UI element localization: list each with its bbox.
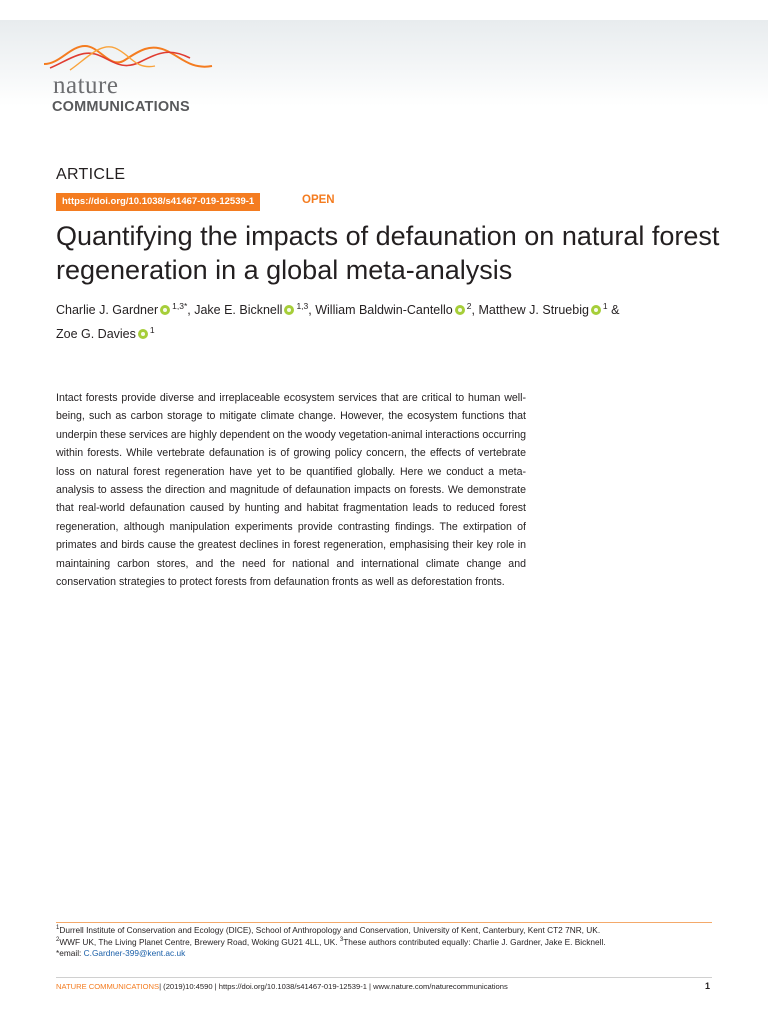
equal-contribution-note: These authors contributed equally: Charlie J. Gardner, Jake E. Bicknell. [343,936,606,947]
author-affiliation: 1 [602,300,608,311]
affiliation-text: Durrell Institute of Conservation and Ecology (DICE), School of Anthropology and Conservation, University of Kent, Canterbury, Kent CT2 7NR, UK. [59,925,601,935]
author-name[interactable]: Jake E. Bicknell [194,303,283,317]
open-access-label: OPEN [302,194,335,206]
author-affiliation: 1,3 [296,300,309,311]
footer-journal-name: NATURE COMMUNICATIONS [56,982,160,991]
author-name[interactable]: William Baldwin-Cantello [315,303,453,317]
orcid-icon[interactable] [455,305,465,315]
affiliation-text: WWF UK, The Living Planet Centre, Brewery Road, Woking GU21 4LL, UK. [59,936,338,947]
orcid-icon[interactable] [138,329,148,339]
affiliation-number: 1 [56,925,60,932]
footnotes [56,925,716,960]
footer-citation: | (2019)10:4590 | https://doi.org/10.1038/s41467-019-12539-1 | www.nature.com/naturecommunications [159,982,508,991]
author-separator: , [308,303,316,317]
email-link[interactable]: C.Gardner-399@kent.ac.uk [83,948,186,958]
author-affiliation: 1 [149,324,155,335]
article-title: Quantifying the impacts of defaunation on natural forest regeneration in a global meta-analysis [56,221,720,285]
doi-link[interactable]: https://doi.org/10.1038/s41467-019-12539-1 [56,193,260,211]
author-name[interactable]: Matthew J. Struebig [478,303,589,317]
abstract: Intact forests provide diverse and irreplaceable ecosystem services that are critical to human well-being, such as carbon storage to mitigate climate change. However, the ecosystem functions that underpin these services are highly dependent on the woody vegetation-animal interactions occurring within forests. While vertebrate defaunation is of growing policy concern, the effects of vertebrate loss on natural forest regeneration have yet to be quantified globally. Here we conduct a meta-analysis to assess the direction and magnitude of defaunation impacts on forests. We demonstrate that real-world defaunation caused by hunting and habitat fragmentation leads to reduced forest regeneration, although manipulation experiments provide contrasting findings. The extirpation of primates and birds cause the greatest declines in forest regeneration, emphasising their key role in maintaining carbon stores, and the need for national and international climate change and conservation strategies to protect forests from defaunation fronts as well as deforestation fronts. [56,392,526,589]
affiliation-1 [56,925,716,937]
author-separator: , [471,303,479,317]
correspondence [56,948,716,960]
footer-divider [56,977,712,978]
logo-communications-word: COMMUNICATIONS [52,99,190,115]
article-type: ARTICLE [56,166,126,183]
orcid-icon[interactable] [160,305,170,315]
footnote-divider [56,922,712,923]
journal-header [0,20,768,115]
author-name[interactable]: Zoe G. Davies [56,327,136,341]
affiliation-2 [56,937,716,949]
logo-nature-word: nature [53,72,119,99]
author-separator: , [187,303,195,317]
orcid-icon[interactable] [284,305,294,315]
author-name[interactable]: Charlie J. Gardner [56,303,159,317]
email-label: *email: [56,948,84,958]
page-number: 1 [705,981,711,991]
note-number: 3 [339,936,344,943]
page-footer [56,982,508,991]
author-affiliation: 2 [466,300,472,311]
author-list [56,298,736,346]
affiliation-number: 2 [56,936,60,943]
author-affiliation: 1,3* [172,300,188,311]
author-separator: & [607,303,620,317]
orcid-icon[interactable] [591,305,601,315]
